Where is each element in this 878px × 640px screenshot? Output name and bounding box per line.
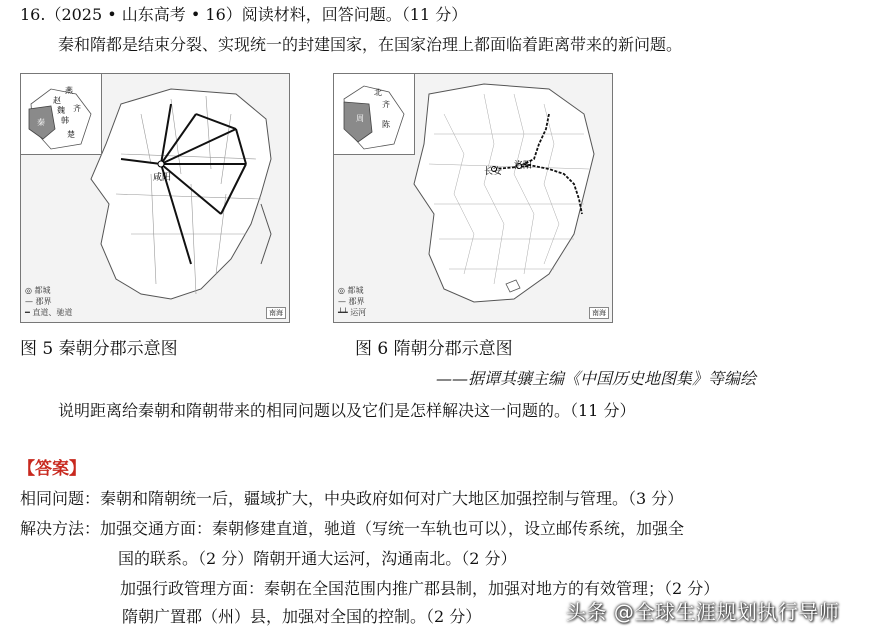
legend-item: 郡界	[35, 297, 52, 306]
answer-line: 加强行政管理方面：秦朝在全国范围内推广郡县制，加强对地方的有效管理；（2 分）	[120, 579, 720, 598]
legend-capital-icon: ◎	[25, 286, 32, 295]
qin-inset-label: 赵	[53, 96, 61, 105]
sui-inset-label: 周	[356, 114, 364, 123]
south-sea-tag: 南海	[589, 307, 609, 319]
legend-item: 直道、驰道	[32, 308, 73, 317]
qin-inset-label: 燕	[65, 86, 73, 95]
legend-border-icon: —	[25, 297, 33, 306]
qin-inset-label: 楚	[67, 130, 75, 139]
question-prompt: 说明距离给秦朝和隋朝带来的相同问题以及它们是怎样解决这一问题的。（11 分）	[58, 401, 636, 420]
qin-legend	[25, 285, 72, 318]
sui-inset-map	[334, 74, 415, 155]
answer-line: 国的联系。（2 分）隋朝开通大运河，沟通南北。（2 分）	[118, 549, 517, 568]
qin-inset-label: 秦	[37, 118, 45, 127]
answer-tag: 【答案】	[18, 459, 86, 479]
question-intro: 秦和隋都是结束分裂、实现统一的封建国家，在国家治理上都面临着距离带来的新问题。	[58, 35, 683, 54]
qin-inset-map	[21, 74, 102, 155]
map-source: ——据谭其骧主编《中国历史地图集》等编绘	[436, 369, 757, 388]
legend-item: 都城	[347, 286, 364, 295]
legend-capital-icon: ◎	[338, 286, 345, 295]
sui-map-caption: 图 6 隋朝分郡示意图	[355, 339, 513, 359]
qin-map	[20, 73, 290, 323]
qin-inset-label: 齐	[73, 104, 81, 113]
legend-item: 郡界	[348, 297, 365, 306]
sui-inset-label: 北	[374, 88, 382, 97]
sui-inset-label: 齐	[382, 100, 390, 109]
answer-line: 相同问题：秦朝和隋朝统一后，疆域扩大，中央政府如何对广大地区加强控制与管理。（3 分）	[20, 489, 684, 508]
legend-item: 都城	[34, 286, 51, 295]
sui-map	[333, 73, 613, 323]
legend-border-icon: —	[338, 297, 346, 306]
city-label: 洛阳	[514, 161, 533, 171]
sui-inset-drawing	[334, 74, 414, 154]
question-header: 16.（2025 • 山东高考 • 16）阅读材料，回答问题。（11 分）	[20, 5, 468, 24]
south-sea-tag: 南海	[266, 307, 286, 319]
answer-line: 隋朝广置郡（州）县，加强对全国的控制。（2 分）	[122, 607, 482, 626]
legend-canal-icon: ┷┷	[338, 308, 348, 317]
qin-map-caption: 图 5 秦朝分郡示意图	[20, 339, 178, 359]
sui-legend	[338, 285, 366, 318]
legend-road-icon: ━	[25, 308, 30, 317]
capital-marker-icon	[158, 161, 164, 167]
capital-label: 咸阳	[153, 173, 172, 183]
qin-inset-label: 魏	[57, 106, 65, 115]
qin-inset-label: 韩	[61, 116, 69, 125]
legend-item: 运河	[350, 308, 367, 317]
answer-line: 解决方法：加强交通方面：秦朝修建直道，驰道（写统一车轨也可以），设立邮传系统，加强全	[20, 519, 685, 538]
sui-inset-label: 陈	[382, 120, 390, 129]
city-label: 长安	[484, 167, 503, 177]
watermark: 头条 @全球生涯规划执行导师	[566, 600, 840, 624]
